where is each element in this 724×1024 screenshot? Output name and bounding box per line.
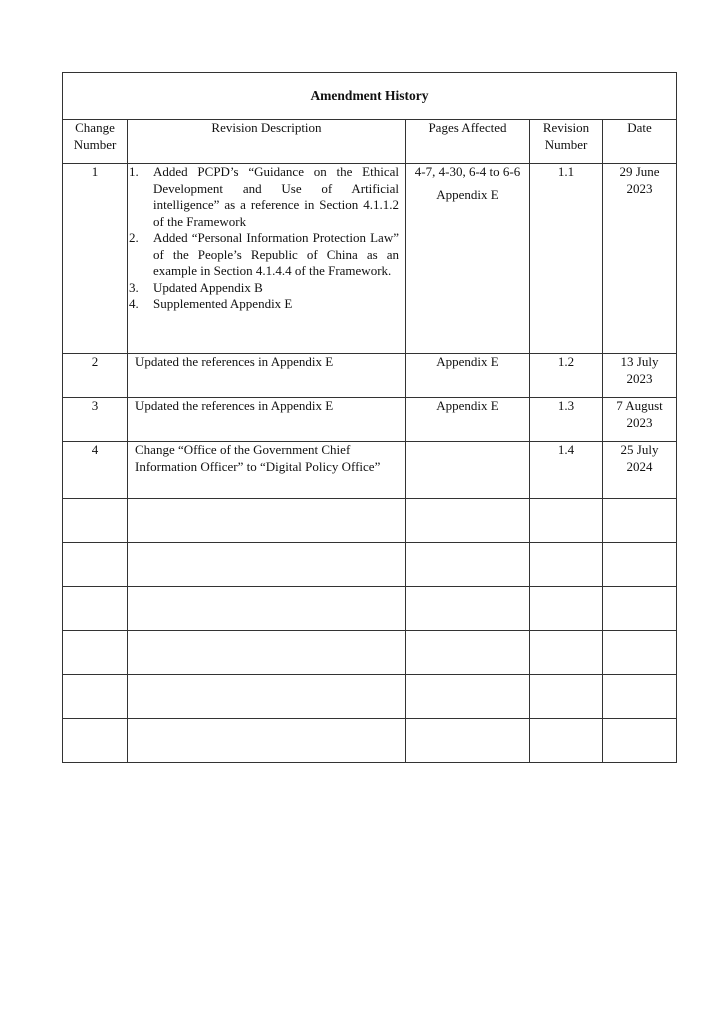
list-item: 4. Supplemented Appendix E [129,296,293,311]
empty-row [63,543,677,587]
revision-number-cell: 1.3 [530,398,603,442]
date-cell: 25 July 2024 [603,442,677,499]
revision-description-cell: Change “Office of the Government Chief Information Officer” to “Digital Policy Office” [128,442,406,499]
change-number-cell: 3 [63,398,128,442]
table-row [63,398,677,442]
empty-row [63,675,677,719]
table-row [63,354,677,398]
list-item: 3. Updated Appendix B [129,279,263,295]
revision-description-cell [128,164,406,354]
change-number-cell: 1 [63,164,128,354]
empty-row [63,499,677,543]
header-revision-number: Revision Number [530,120,603,164]
pages-affected-cell: Appendix E [406,354,530,398]
table-row [63,442,677,499]
header-date: Date [603,120,677,164]
revision-description-cell: Updated the references in Appendix E [128,398,406,442]
revision-number-cell: 1.1 [530,164,603,354]
revision-description-cell: Updated the references in Appendix E [128,354,406,398]
header-pages-affected: Pages Affected [406,120,530,164]
date-cell: 13 July 2023 [603,354,677,398]
pages-affected-cell [406,442,530,499]
list-item: 2. Added “Personal Information Protection Law” of the People’s Republic of China as an example in Section 4.1.4.4 of the Framework. [129,230,399,278]
empty-row [63,719,677,763]
list-item: 1. Added PCPD’s “Guidance on the Ethical Development and Use of Artificial intelligence” as a reference in Section 4.1.1.2 of the Framework [129,164,399,229]
empty-row [63,587,677,631]
date-cell: 29 June 2023 [603,164,677,354]
table-title: Amendment History [63,73,677,120]
date-cell: 7 August 2023 [603,398,677,442]
header-revision-description: Revision Description [128,120,406,164]
empty-row [63,631,677,675]
revision-number-cell: 1.4 [530,442,603,499]
revision-item-list [129,164,399,313]
revision-number-cell: 1.2 [530,354,603,398]
header-row [63,120,677,164]
table-row [63,164,677,354]
amendment-history-table [62,72,677,763]
change-number-cell: 4 [63,442,128,499]
pages-affected-cell: 4-7, 4-30, 6-4 to 6-6 Appendix E [406,164,530,354]
header-change-number: Change Number [63,120,128,164]
change-number-cell: 2 [63,354,128,398]
pages-affected-cell: Appendix E [406,398,530,442]
